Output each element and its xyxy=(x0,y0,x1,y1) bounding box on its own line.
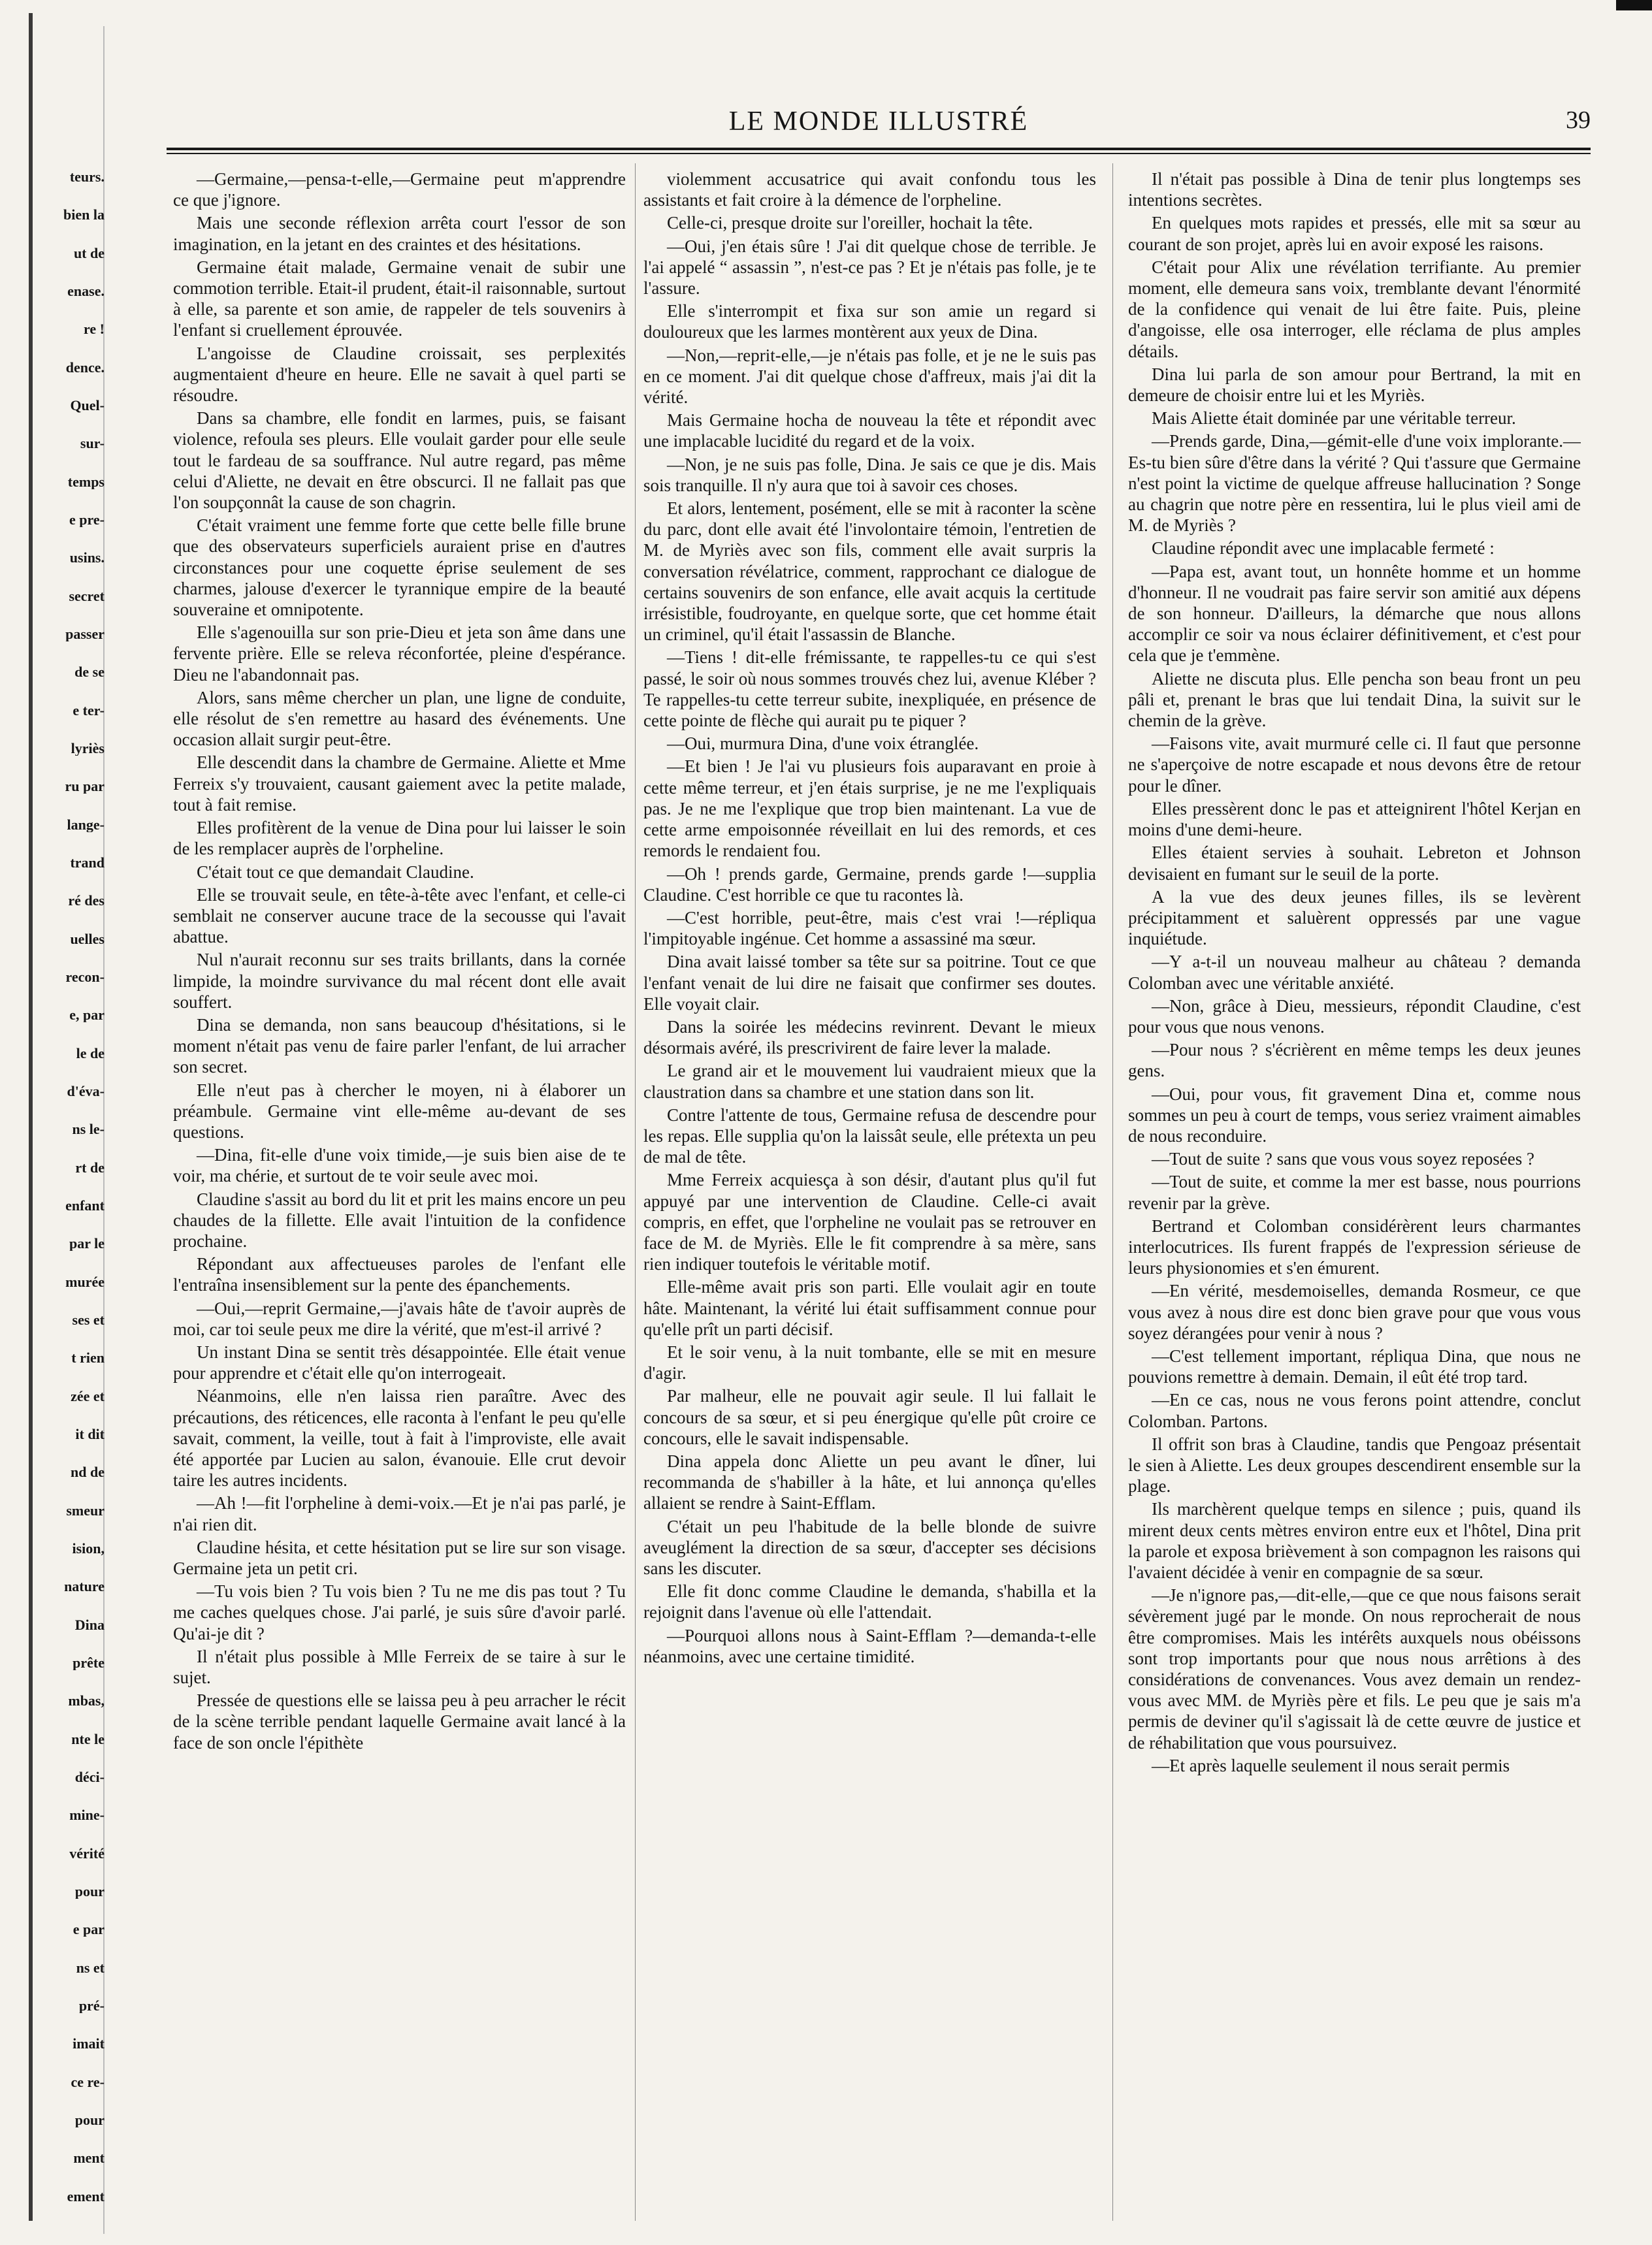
paragraph: Dina avait laissé tomber sa tête sur sa poitrine. Tout ce que l'enfant venait de lui dire ne faisait que confirmer ses doutes. Elle voyait clair. xyxy=(643,952,1096,1014)
binding-fragment: ses et xyxy=(72,1313,105,1327)
paragraph: Alors, sans même chercher un plan, une ligne de conduite, elle résolut de s'en remettre au hasard des événements. Une occasion allait surgir peut-être. xyxy=(173,687,626,750)
paragraph: Elles pressèrent donc le pas et atteignirent l'hôtel Kerjan en moins d'une demi-heure. xyxy=(1128,798,1581,840)
paragraph: Ils marchèrent quelque temps en silence ; puis, quand ils mirent deux cents mètres environ entre eux et l'hôtel, Dina prit la parole et exposa brièvement à son compagnon les raisons qui l'avaient décidée à venir en compagnie de sa sœur. xyxy=(1128,1499,1581,1582)
binding-fragment: pour xyxy=(74,2113,105,2127)
binding-fragment: ut de xyxy=(73,246,105,261)
paragraph: —C'est horrible, peut-être, mais c'est vrai !—répliqua l'impitoyable ingénue. Cet homme a assassiné ma sœur. xyxy=(643,907,1096,949)
binding-fragment: ré des xyxy=(68,894,105,909)
binding-fragment: lange- xyxy=(67,817,105,832)
binding-fragment: lyriès xyxy=(71,741,105,756)
paragraph: Claudine hésita, et cette hésitation put se lire sur son visage. Germaine jeta un petit cri. xyxy=(173,1537,626,1578)
binding-fragment: enase. xyxy=(67,284,105,299)
paragraph: —C'est tellement important, répliqua Dina, que nous ne pouvions remettre à demain. Demain, il eût été trop tard. xyxy=(1128,1346,1581,1387)
paragraph: —En ce cas, nous ne vous ferons point attendre, conclut Colomban. Partons. xyxy=(1128,1390,1581,1431)
binding-fragment: murée xyxy=(65,1274,105,1289)
binding-fragment: sur- xyxy=(80,436,105,451)
binding-fragment: ns et xyxy=(76,1960,105,1975)
binding-fragment: pré- xyxy=(78,1999,105,2013)
paragraph: —Non, grâce à Dieu, messieurs, répondit Claudine, c'est pour vous que nous venons. xyxy=(1128,995,1581,1037)
binding-fragment: teurs. xyxy=(69,170,105,184)
paragraph: Elle se trouvait seule, en tête-à-tête avec l'enfant, et celle-ci semblait ne conserver aucune trace de la secousse qui l'avait abattue. xyxy=(173,884,626,947)
paragraph: C'était vraiment une femme forte que cette belle fille brune que des observateurs superficiels auraient prise en d'autres circonstances pour une coquette éprise seulement de ses charmes, jalouse d'exercer le tyrannique empire de la beauté souveraine et omnipotente. xyxy=(173,515,626,620)
binding-fragment: pour xyxy=(74,1884,105,1899)
paragraph: —Germaine,—pensa-t-elle,—Germaine peut m'apprendre ce que j'ignore. xyxy=(173,169,626,210)
paragraph: Dina appela donc Aliette un peu avant le dîner, lui recommanda de s'habiller à la hâte, et lui annonça qu'elles allaient se rendre à Saint-Efflam. xyxy=(643,1451,1096,1513)
binding-fragment: Quel- xyxy=(70,398,105,413)
paragraph: C'était un peu l'habitude de la belle blonde de suivre aveuglément la direction de sa sœur, d'accepter ses décisions sans les discuter. xyxy=(643,1516,1096,1578)
paragraph: Et alors, lentement, posément, elle se mit à raconter la scène du parc, dont elle avait été l'involontaire témoin, l'entretien de M. de Myriès avec son fils, comment elle avait surpris la conversation révélatrice, comment, rapprochant ce dialogue de certains souvenirs de son enfance, elle avait acquis la certitude irrésistible, foudroyante, en quelque sorte, que cet homme était un criminel, qu'il était l'assassin de Blanche. xyxy=(643,498,1096,645)
binding-fragment: nd de xyxy=(71,1465,105,1480)
binding-fragment: déci- xyxy=(74,1770,105,1785)
binding-fragment: trand xyxy=(70,856,105,870)
binding-fragment: enfant xyxy=(65,1199,105,1213)
paragraph: —Y a-t-il un nouveau malheur au château ? demanda Colomban avec une véritable anxiété. xyxy=(1128,952,1581,993)
corner-mark xyxy=(1616,0,1652,10)
binding-fragment: vérité xyxy=(69,1846,105,1861)
binding-fragment: mine- xyxy=(69,1808,105,1823)
text-column-3 xyxy=(1128,169,1581,2233)
header-rule xyxy=(167,148,1591,150)
paragraph: Contre l'attente de tous, Germaine refusa de descendre pour les repas. Elle supplia qu'on la laissât seule, elle prétexta un peu de mal de tête. xyxy=(643,1105,1096,1167)
binding-fragment: re ! xyxy=(84,322,105,337)
binding-fragment: par le xyxy=(69,1236,105,1252)
paragraph: Dina se demanda, non sans beaucoup d'hésitations, si le moment n'était pas venu de faire parler l'enfant, de lui arracher son secret. xyxy=(173,1014,626,1077)
binding-fragment: nte le xyxy=(71,1732,105,1747)
text-column-2 xyxy=(643,169,1096,2233)
binding-fragment: e pre- xyxy=(69,513,105,527)
paragraph: Elle s'agenouilla sur son prie-Dieu et jeta son âme dans une fervente prière. Elle se releva réconfortée, pleine d'espérance. Dieu ne l'abandonnait pas. xyxy=(173,622,626,685)
binding-fragment: d'éva- xyxy=(67,1084,105,1099)
paragraph: —Tiens ! dit-elle frémissante, te rappelles-tu ce qui s'est passé, le soir où nous sommes trouvés chez lui, avenue Kléber ? Te rappelles-tu cette terreur subite, inexpliquée, en présence de cette pointe de flèche qui aurait pu te piquer ? xyxy=(643,647,1096,731)
paragraph: Germaine était malade, Germaine venait de subir une commotion terrible. Etait-il prudent, était-il raisonnable, surtout à elle, sa parente et son amie, de rappeler de tels souvenirs à l'enfant si cruellement éprouvée. xyxy=(173,257,626,340)
binding-fragment: dence. xyxy=(65,360,105,375)
binding-fragment: ment xyxy=(73,2151,105,2166)
paragraph: —Non, je ne suis pas folle, Dina. Je sais ce que je dis. Mais sois tranquille. Il n'y aura que toi à savoir ces choses. xyxy=(643,454,1096,495)
binding-fragment: zée et xyxy=(71,1389,105,1404)
paragraph: Claudine s'assit au bord du lit et prit les mains encore un peu chaudes de la fillette. Elle avait l'intuition de la confidence prochaine. xyxy=(173,1189,626,1251)
binding-fragment: uelles xyxy=(70,931,105,946)
paragraph: —En vérité, mesdemoiselles, demanda Rosmeur, ce que vous avez à nous dire est donc bien grave pour que vous vous soyez dérangées pour venir à nous ? xyxy=(1128,1281,1581,1343)
paragraph: Répondant aux affectueuses paroles de l'enfant elle l'entraîna insensiblement sur la pente des épanchements. xyxy=(173,1254,626,1295)
paragraph: Elles étaient servies à souhait. Lebreton et Johnson devisaient en fumant sur le seuil de la porte. xyxy=(1128,843,1581,884)
binding-fragment: le de xyxy=(76,1046,105,1061)
paragraph: —Dina, fit-elle d'une voix timide,—je suis bien aise de te voir, ma chérie, et surtout de te voir seule avec moi. xyxy=(173,1145,626,1186)
column-separator xyxy=(635,163,636,2221)
paragraph: En quelques mots rapides et pressés, elle mit sa sœur au courant de son projet, après lui en avoir exposé les raisons. xyxy=(1128,213,1581,254)
binding-fragment: t rien xyxy=(71,1351,105,1366)
paragraph: —Prends garde, Dina,—gémit-elle d'une voix implorante.—Es-tu bien sûre d'être dans la vérité ? Qui t'assure que Germaine n'est point la victime de quelque affreuse hallucination ? Songe au chagrin que notre père en ressentira, lui le plus vieil ami de M. de Myriès ? xyxy=(1128,431,1581,536)
paragraph: Mme Ferreix acquiesça à son désir, d'autant plus qu'il fut appuyé par une intervention de Claudine. Celle-ci avait compris, en effet, que l'orpheline ne voulait pas se retrouver en face de M. de Myriès. Elle le fit comprendre à sa mère, sans rien indiquer toutefois le véritable motif. xyxy=(643,1170,1096,1274)
binding-fragment: ision, xyxy=(72,1542,105,1556)
paragraph: —Papa est, avant tout, un honnête homme et un homme d'honneur. Il ne voudrait pas faire servir son amitié aux dépens de son honneur. D'ailleurs, la démarche que nous allons accomplir ce soir va nous éclairer définitivement, et c'est pour cela que je t'emmène. xyxy=(1128,561,1581,666)
paragraph: Mais Germaine hocha de nouveau la tête et répondit avec une implacable lucidité du regard et de la voix. xyxy=(643,410,1096,451)
binding-fragment: ns le- xyxy=(72,1122,105,1137)
paragraph: Par malheur, elle ne pouvait agir seule. Il lui fallait le concours de sa sœur, et si peu énergique qu'elle pût croire ce concours, elle le savait indispensable. xyxy=(643,1386,1096,1448)
binding-fragment: recon- xyxy=(65,970,105,984)
paragraph: Un instant Dina se sentit très désappointée. Elle était venue pour apprendre et c'était elle qu'on interrogeait. xyxy=(173,1342,626,1383)
binding-fragment: Dina xyxy=(74,1617,105,1632)
paragraph: L'angoisse de Claudine croissait, ses perplexités augmentaient d'heure en heure. Elle ne savait à quel parti se résoudre. xyxy=(173,343,626,406)
binding-fragment: secret xyxy=(69,589,105,604)
paragraph: A la vue des deux jeunes filles, ils se levèrent précipitamment et saluèrent oppressés par une vague inquiétude. xyxy=(1128,886,1581,949)
paragraph: Aliette ne discuta plus. Elle pencha son beau front un peu pâli et, prenant le bras que lui tendait Dina, la suivit sur le chemin de la grève. xyxy=(1128,668,1581,731)
paragraph: —Et bien ! Je l'ai vu plusieurs fois auparavant en proie à cette même terreur, et j'en étais surprise, je ne me l'expliquais pas. Je ne me l'explique que trop bien maintenant. La vue de cette arme empoisonnée réveillait en lui des remords, et ces remords le rendaient fou. xyxy=(643,756,1096,861)
binding-fragment: mbas, xyxy=(68,1694,105,1709)
paragraph: Dans la soirée les médecins revinrent. Devant le mieux désormais avéré, ils prescrivirent de faire lever la malade. xyxy=(643,1016,1096,1058)
adjacent-page-binding xyxy=(0,0,131,2245)
binding-fragment: nature xyxy=(64,1579,105,1594)
paragraph: Le grand air et le mouvement lui vaudraient mieux que la claustration dans sa chambre et une station dans son lit. xyxy=(643,1061,1096,1102)
paragraph: Elle n'eut pas à chercher le moyen, ni à élaborer un préambule. Germaine vint elle-même au-devant de ses questions. xyxy=(173,1080,626,1142)
binding-fragment: rt de xyxy=(75,1160,105,1175)
paragraph: Dina lui parla de son amour pour Bertrand, la mit en demeure de choisir entre lui et les Myriès. xyxy=(1128,364,1581,406)
paragraph: Néanmoins, elle n'en laissa rien paraître. Avec des précautions, des réticences, elle raconta à l'enfant le peu qu'elle savait, comment, la veille, tout à fait à l'improviste, elle avait été apportée par Lucien au salon, évanouie. Elle crut devoir taire les autres incidents. xyxy=(173,1386,626,1491)
paragraph: Elle fit donc comme Claudine le demanda, s'habilla et la rejoignit dans l'avenue où elle l'attendait. xyxy=(643,1581,1096,1623)
paragraph: C'était tout ce que demandait Claudine. xyxy=(197,862,474,882)
binding-fragment: ce re- xyxy=(71,2075,105,2090)
paragraph: Celle-ci, presque droite sur l'oreiller, hochait la tête. xyxy=(667,213,1033,233)
paragraph: —Pour nous ? s'écrièrent en même temps les deux jeunes gens. xyxy=(1128,1040,1581,1081)
binding-fragment: e par xyxy=(73,1922,105,1937)
paragraph: Pressée de questions elle se laissa peu à peu arracher le récit de la scène terrible pendant laquelle Germaine avait lancé à la face de son oncle l'épithète xyxy=(173,1690,626,1752)
paragraph: —Tout de suite ? sans que vous vous soyez reposées ? xyxy=(1152,1149,1534,1169)
paragraph: —Tout de suite, et comme la mer est basse, nous pourrions revenir par la grève. xyxy=(1128,1172,1581,1213)
binding-fragment: passer xyxy=(65,627,105,641)
binding-fragment: temps xyxy=(67,474,105,489)
binding-fragment: imait xyxy=(73,2037,105,2052)
column-separator xyxy=(1112,163,1113,2221)
paragraph: Elles profitèrent de la venue de Dina pour lui laisser le soin de les remplacer auprès de l'orpheline. xyxy=(173,818,626,859)
page-number: 39 xyxy=(1566,106,1591,134)
page-header xyxy=(167,103,1591,142)
binding-fragment: bien la xyxy=(63,208,105,223)
paragraph: —Faisons vite, avait murmuré celle ci. Il faut que personne ne s'aperçoive de notre escapade et nous devons être de retour pour le dîner. xyxy=(1128,734,1581,796)
paragraph: Elle descendit dans la chambre de Germaine. Aliette et Mme Ferreix s'y trouvaient, causant gaiement avec la petite malade, tout à fait remise. xyxy=(173,752,626,815)
paragraph: C'était pour Alix une révélation terrifiante. Au premier moment, elle demeura sans voix, tremblante devant l'énormité de la confidence qui venait de lui être faite. Puis, pleine d'angoisse, elle osa interroger, elle réclama de plus amples détails. xyxy=(1128,257,1581,361)
binding-fragment: ement xyxy=(67,2189,105,2204)
binding-fragment: e, par xyxy=(69,1008,105,1023)
paragraph: Il n'était pas possible à Dina de tenir plus longtemps ses intentions secrètes. xyxy=(1128,169,1581,210)
paragraph: Il offrit son bras à Claudine, tandis que Pengoaz présentait le sien à Aliette. Les deux groupes descendirent ensemble sur la plage. xyxy=(1128,1434,1581,1496)
paragraph: Nul n'aurait reconnu sur ses traits brillants, dans la cornée limpide, la moindre survivance du mal récent dont elle avait souffert. xyxy=(173,950,626,1012)
paragraph: —Oui, j'en étais sûre ! J'ai dit quelque chose de terrible. Je l'ai appelé “ assassin ”, n'est-ce pas ? Et je n'étais pas folle, je te l'assure. xyxy=(643,236,1096,299)
paragraph: —Oh ! prends garde, Germaine, prends garde !—supplia Claudine. C'est horrible ce que tu racontes là. xyxy=(643,864,1096,905)
text-column-1 xyxy=(173,169,626,2233)
binding-fragment: prête xyxy=(73,1656,105,1670)
binding-fragment: it dit xyxy=(75,1427,105,1442)
paragraph: Elle s'interrompit et fixa sur son amie un regard si douloureux que les larmes montèrent aux yeux de Dina. xyxy=(643,301,1096,342)
paragraph: Dans sa chambre, elle fondit en larmes, puis, se faisant violence, refoula ses pleurs. Elle voulait garder pour elle seule tout le fardeau de sa souffrance. Nul autre regard, pas même celui d'Aliette, ne devait en être obscurci. Il ne fallait pas que l'on soupçonnât la cause de son chagrin. xyxy=(173,408,626,513)
paragraph: Elle-même avait pris son parti. Elle voulait agir en toute hâte. Maintenant, la vérité lui était suffisamment connue pour qu'elle prît un parti décisif. xyxy=(643,1277,1096,1339)
paragraph: —Et après laquelle seulement il nous serait permis xyxy=(1152,1755,1510,1775)
paragraph: —Oui, murmura Dina, d'une voix étranglée. xyxy=(667,734,979,754)
paragraph: Claudine répondit avec une implacable fermeté : xyxy=(1152,538,1495,558)
paragraph: —Je n'ignore pas,—dit-elle,—que ce que nous faisons serait sévèrement jugé par le monde. On nous reprocherait de nous être compromises. Mais les intérêts auxquels nous obéissons sont trop importants pour que nous nous arrêtions à des considérations de convenances. Vous avez demain un rendez-vous avec MM. de Myriès père et fils. Le peu que je sais m'a permis de deviner qu'il s'agissait là de cette œuvre de justice et de réhabilitation que vous poursuivez. xyxy=(1128,1585,1581,1752)
binding-fragment: smeur xyxy=(66,1503,105,1518)
paragraph: Bertrand et Colomban considérèrent leurs charmantes interlocutrices. Ils furent frappés de l'expression sérieuse de leurs physionomies et s'en émurent. xyxy=(1128,1216,1581,1278)
paragraph: violemment accusatrice qui avait confondu tous les assistants et fait croire à la démence de l'orpheline. xyxy=(643,169,1096,210)
header-rule-thin xyxy=(167,153,1591,154)
paragraph: Et le soir venu, à la nuit tombante, elle se mit en mesure d'agir. xyxy=(643,1342,1096,1383)
paragraph: —Oui, pour vous, fit gravement Dina et, comme nous sommes un peu à court de temps, vous seriez vraiment aimables de nous reconduire. xyxy=(1128,1084,1581,1146)
binding-fragment: usins. xyxy=(69,551,105,566)
binding-fragment: e ter- xyxy=(73,703,105,718)
paragraph: —Non,—reprit-elle,—je n'étais pas folle, et je ne le suis pas en ce moment. J'ai dit quelque chose d'affreux, mais j'ai dit la vérité. xyxy=(643,345,1096,408)
paragraph: —Oui,—reprit Germaine,—j'avais hâte de t'avoir auprès de moi, car toi seule peux me dire la vérité, que m'est-il arrivé ? xyxy=(173,1298,626,1339)
paragraph: —Tu vois bien ? Tu vois bien ? Tu ne me dis pas tout ? Tu me caches quelques chose. J'ai parlé, je suis sûre d'avoir parlé. Qu'ai-je dit ? xyxy=(173,1581,626,1643)
paragraph: Il n'était plus possible à Mlle Ferreix de se taire à sur le sujet. xyxy=(173,1646,626,1688)
paragraph: Mais une seconde réflexion arrêta court l'essor de son imagination, en la jetant en des craintes et des hésitations. xyxy=(173,213,626,254)
paragraph: —Pourquoi allons nous à Saint-Efflam ?—demanda-t-elle néanmoins, avec une certaine timidité. xyxy=(643,1625,1096,1666)
binding-fragment: de se xyxy=(74,665,105,680)
binding-fragment: ru par xyxy=(65,779,105,794)
paragraph: —Ah !—fit l'orpheline à demi-voix.—Et je n'ai pas parlé, je n'ai rien dit. xyxy=(173,1493,626,1534)
masthead-title: LE MONDE ILLUSTRÉ xyxy=(728,106,1029,137)
paragraph: Mais Aliette était dominée par une véritable terreur. xyxy=(1152,408,1516,428)
